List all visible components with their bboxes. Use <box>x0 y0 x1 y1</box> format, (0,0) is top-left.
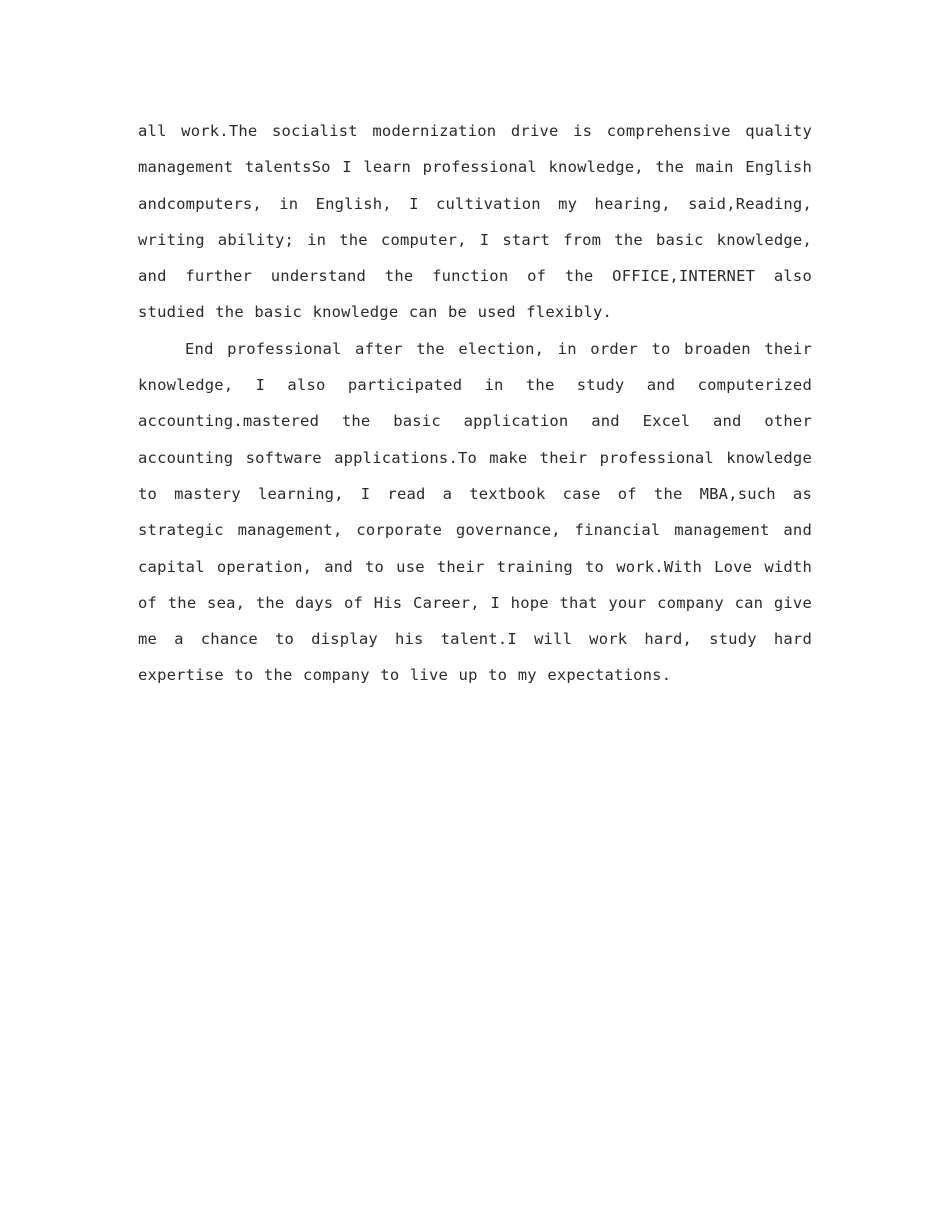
paragraph-closing: End professional after the election, in order to broaden their knowledge, I also participated in the study and computerized accounting.mastered the basic application and Excel and other accounting software applications.To make their professional knowledge to mastery learning, I read a textbook case of the MBA,such as strategic management, corporate governance, financial management and capital operation, and to use their training to work.With Love width of the sea, the days of His Career, I hope that your company can give me a chance to display his talent.I will work hard, study hard expertise to the company to live up to my expectations. <box>138 339 812 685</box>
body-text <box>138 113 812 694</box>
paragraph-continuation: all work.The socialist modernization drive is comprehensive quality management talentsSo I learn professional knowledge, the main English andcomputers, in English, I cultivation my hearing, said,Reading, writing ability; in the computer, I start from the basic knowledge, and further understand the function of the OFFICE,INTERNET also studied the basic knowledge can be used flexibly. <box>138 122 812 322</box>
